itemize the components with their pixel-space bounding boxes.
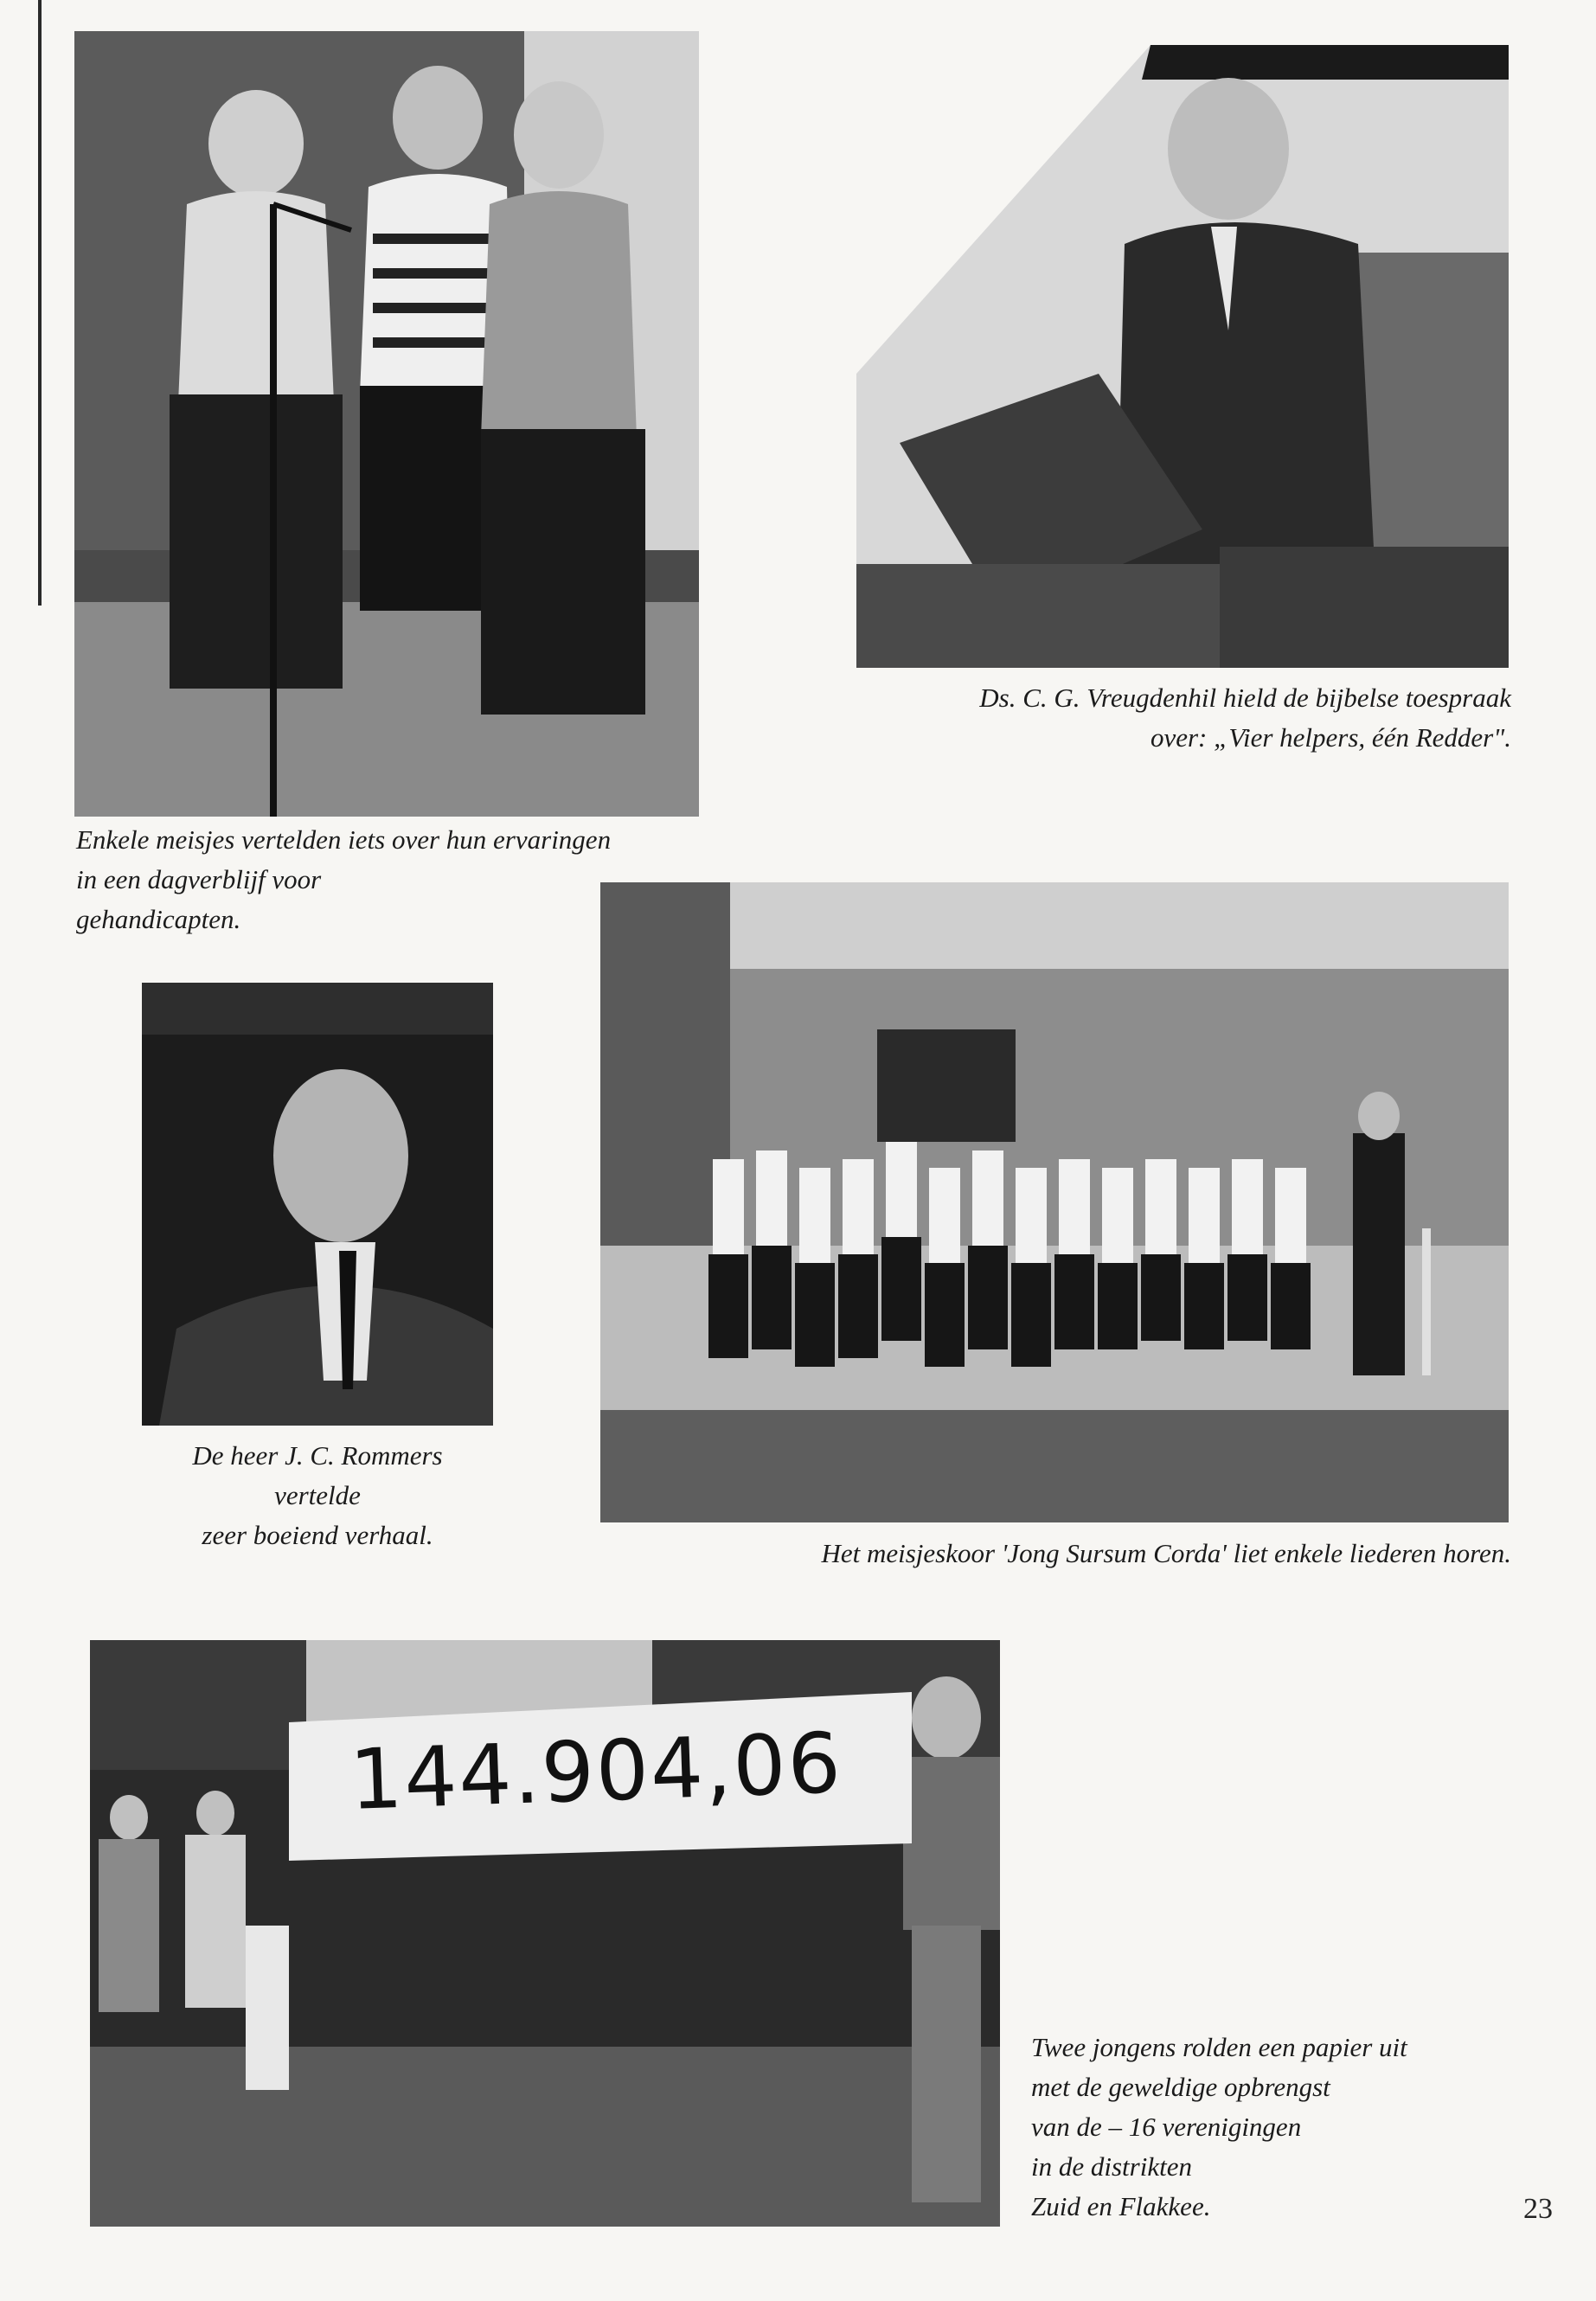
- page-edge-mark: [38, 0, 42, 606]
- caption-vreugdenhil: [979, 678, 1511, 758]
- page-number: 23: [1523, 2193, 1553, 2225]
- caption-line: met de geweldige opbrengst: [1031, 2072, 1330, 2102]
- banner-amount-text: 144.904,06: [348, 1715, 844, 1829]
- caption-meisjes: [76, 820, 611, 939]
- photo-girls-at-microphone: [74, 31, 699, 817]
- photo-choir-jong-sursum-corda: [600, 882, 1509, 1522]
- caption-line: Zuid en Flakkee.: [1031, 2191, 1211, 2221]
- caption-line: Het meisjeskoor 'Jong Sursum Corda' liet enkele liederen horen.: [821, 1538, 1511, 1568]
- caption-line: Ds. C. G. Vreugdenhil hield de bijbelse toespraak: [979, 683, 1511, 713]
- caption-line: gehandicapten.: [76, 904, 241, 934]
- photo-vreugdenhil-at-lectern: [856, 45, 1509, 668]
- caption-rommers: [142, 1436, 493, 1555]
- caption-line: Twee jongens rolden een papier uit: [1031, 2032, 1407, 2062]
- caption-koor: [821, 1534, 1511, 1574]
- caption-line: Enkele meisjes vertelden iets over hun ervaringen: [76, 824, 612, 855]
- caption-line: De heer J. C. Rommers: [192, 1440, 443, 1471]
- caption-line: vertelde: [274, 1480, 361, 1510]
- photo-rommers: [142, 983, 493, 1426]
- caption-line: van de – 16 verenigingen: [1031, 2112, 1302, 2142]
- caption-line: zeer boeiend verhaal.: [202, 1520, 433, 1550]
- caption-line: in een dagverblijf voor: [76, 864, 322, 894]
- caption-jongens: [1031, 2028, 1407, 2227]
- caption-line: over: „Vier helpers, één Redder".: [1150, 722, 1511, 753]
- caption-line: in de distrikten: [1031, 2151, 1192, 2182]
- photo-banner-opbrengst: [90, 1640, 1000, 2227]
